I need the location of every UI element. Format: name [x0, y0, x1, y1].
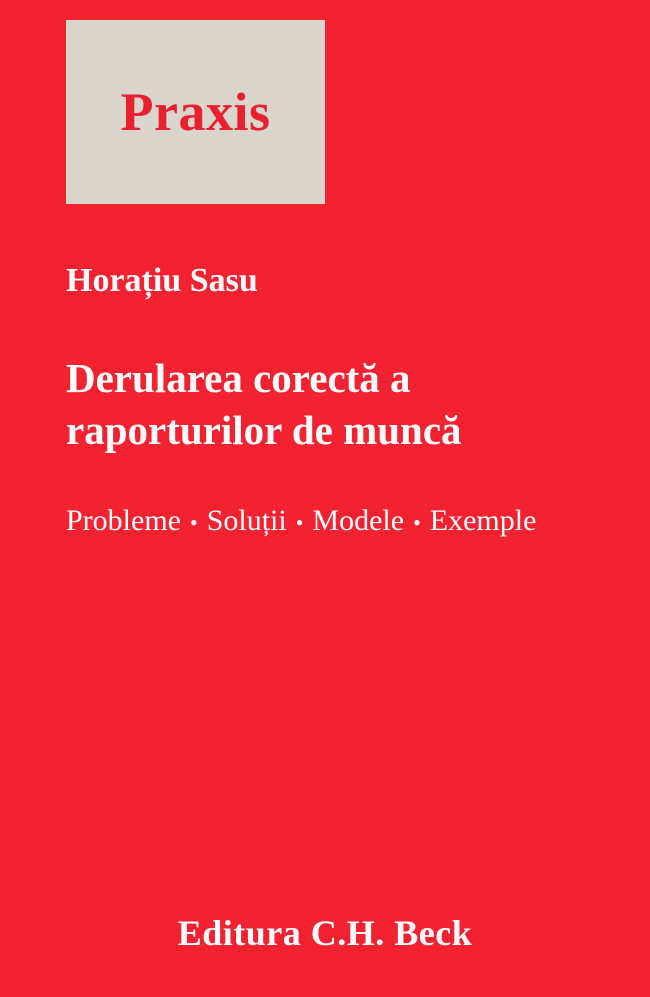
subtitle-part-1: Probleme — [66, 504, 181, 537]
book-title-line-1: Derularea corectă a — [66, 355, 411, 401]
subtitle-separator-2: • — [295, 509, 304, 535]
series-badge-label: Praxis — [120, 82, 271, 142]
book-title — [66, 352, 606, 457]
book-subtitle — [66, 503, 626, 539]
subtitle-separator-1: • — [189, 509, 198, 535]
series-badge — [66, 20, 325, 204]
author-name: Horațiu Sasu — [66, 262, 258, 299]
subtitle-part-3: Modele — [312, 504, 405, 537]
subtitle-part-4: Exemple — [429, 504, 537, 537]
publisher-name: Editura C.H. Beck — [177, 913, 473, 953]
book-title-line-2: raporturilor de muncă — [66, 407, 462, 454]
subtitle-separator-3: • — [413, 509, 421, 535]
subtitle-part-2: Soluții — [206, 504, 287, 537]
